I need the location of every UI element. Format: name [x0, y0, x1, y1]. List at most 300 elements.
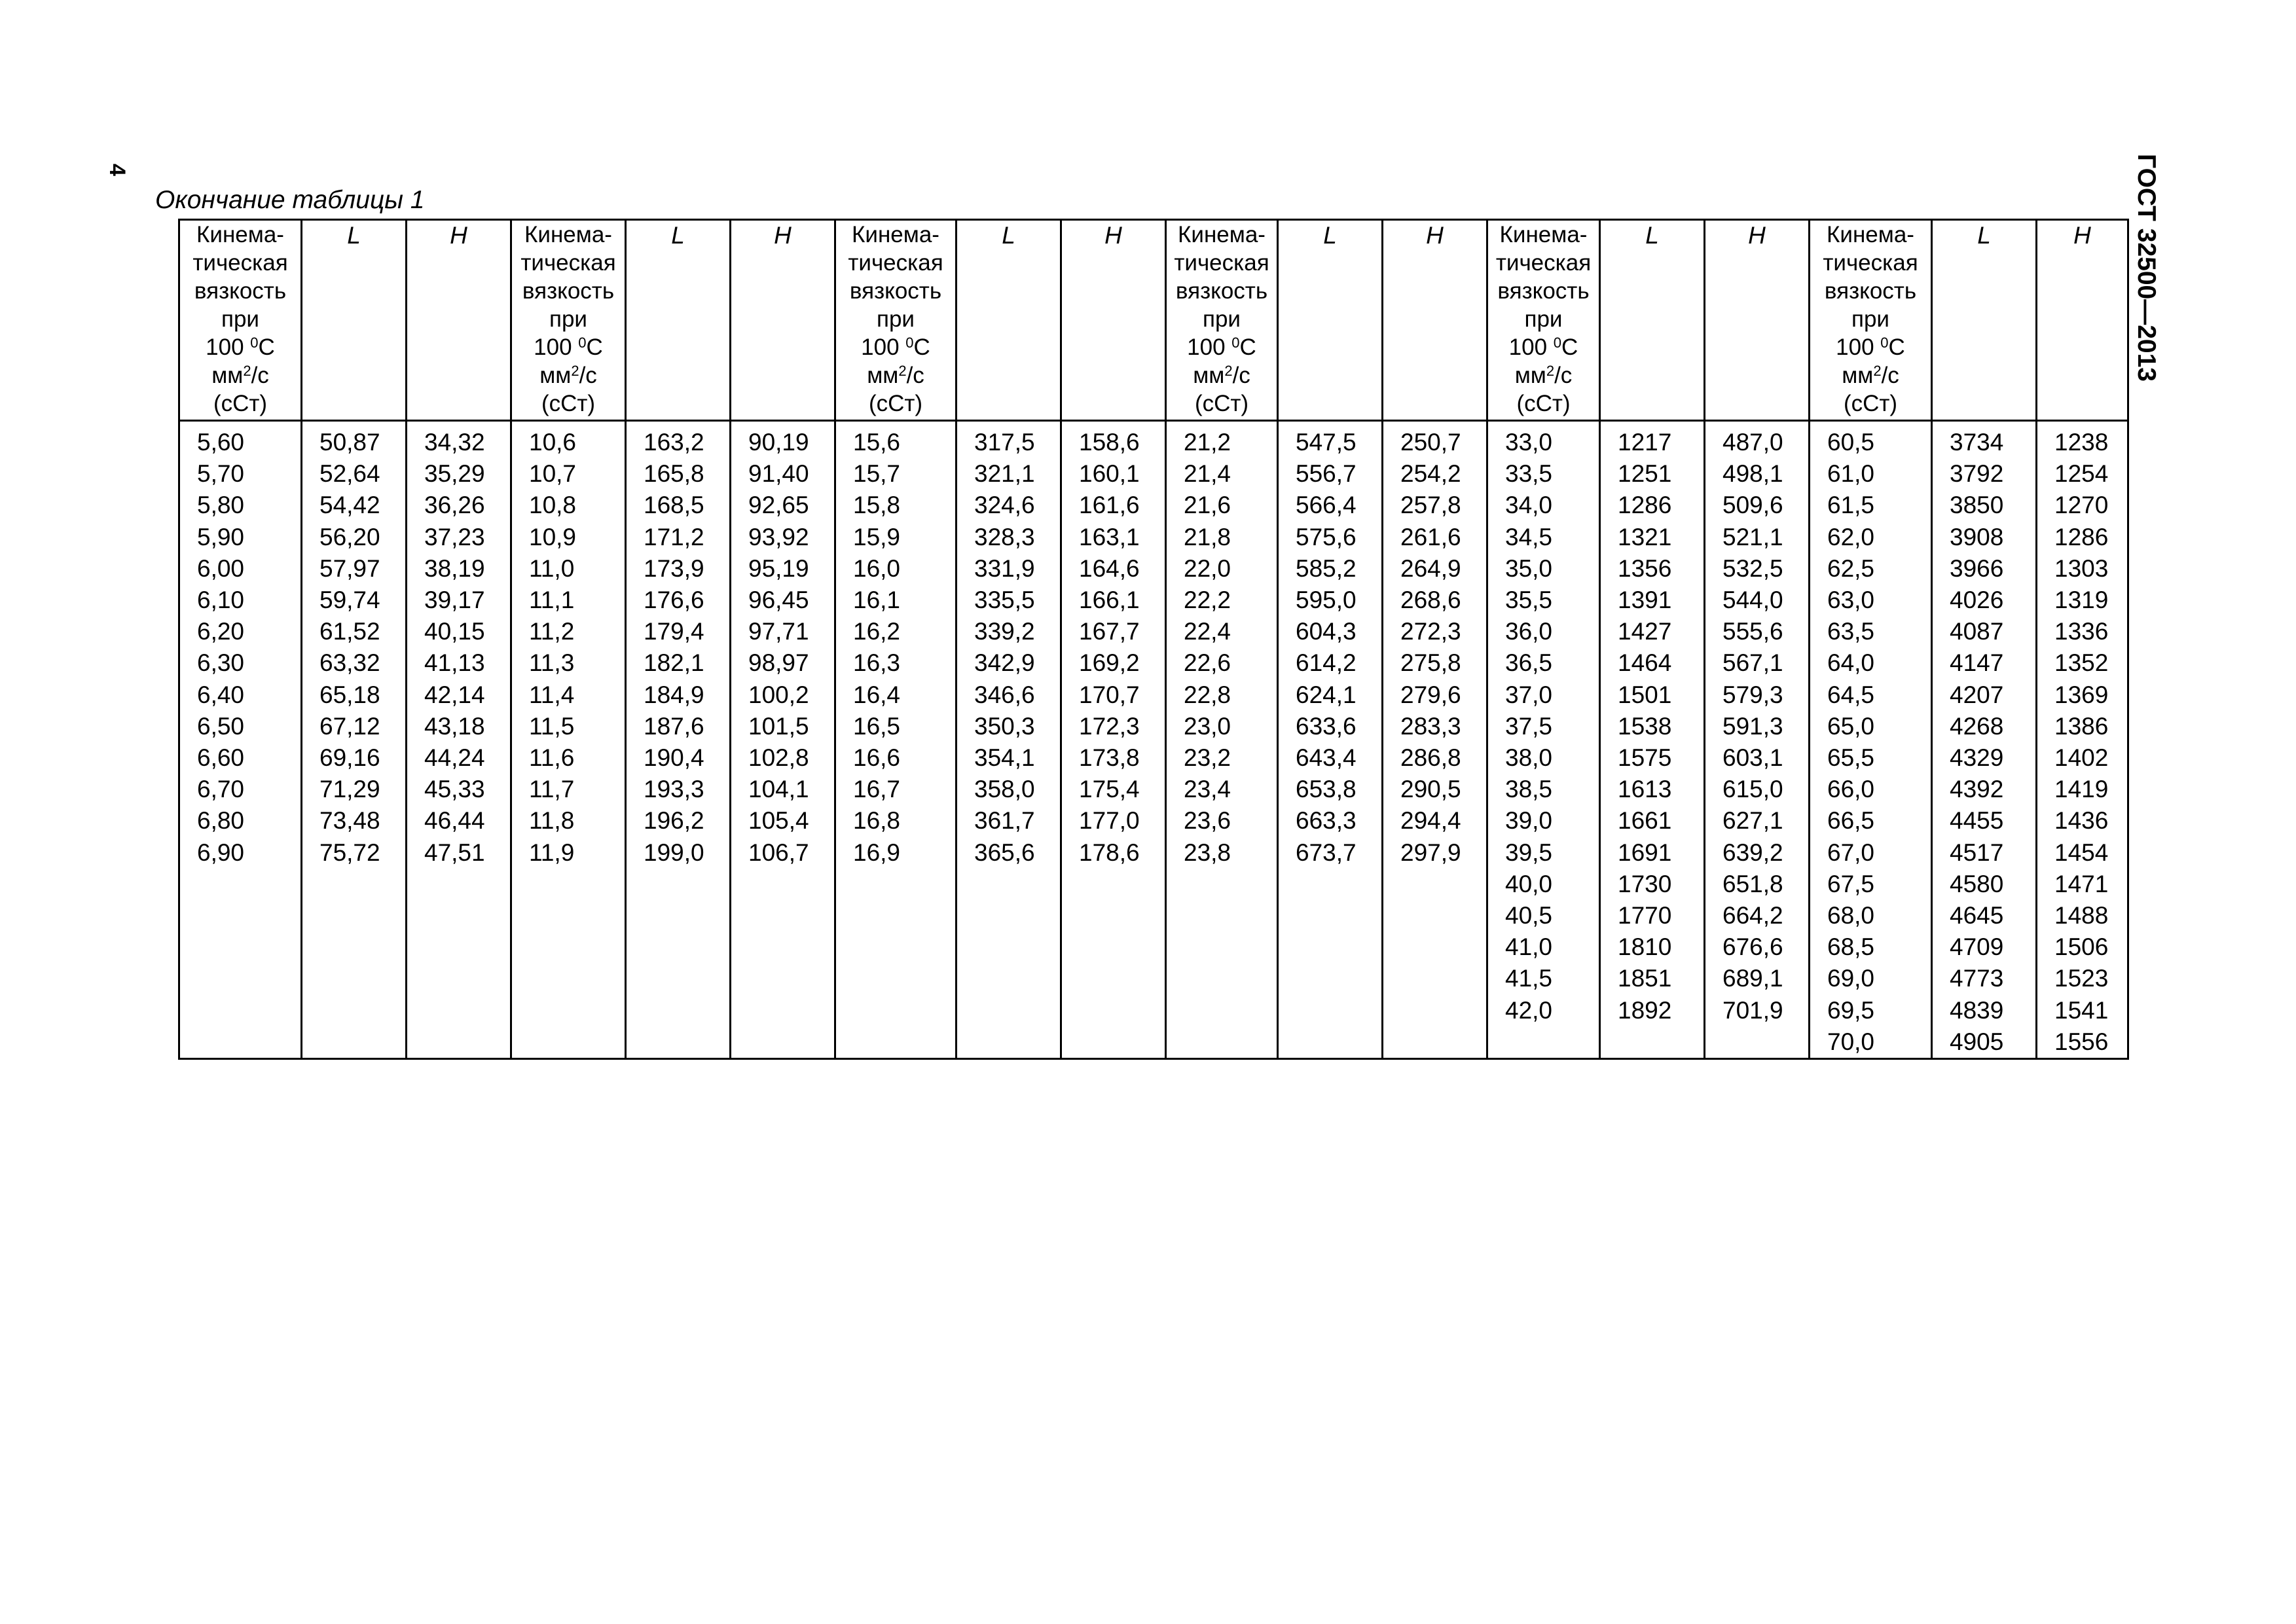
header-text-line: при [221, 306, 259, 332]
header-L: L [302, 220, 407, 421]
table-data-row [179, 421, 2128, 1059]
table-cell: 321,1 [974, 460, 1035, 488]
table-cell: 173,9 [644, 554, 704, 582]
table-cell: 50,87 [319, 429, 380, 456]
table-cell: 56,20 [319, 523, 380, 550]
temperature-value: 100 [1508, 334, 1554, 360]
table-cell: 1501 [1618, 681, 1672, 708]
table-cell: 1352 [2054, 649, 2109, 677]
table-cell: 624,1 [1296, 681, 1357, 708]
header-temperature [180, 333, 301, 361]
header-text-line: вязкость [1497, 278, 1590, 304]
table-cell: 46,44 [424, 807, 485, 835]
table-cell: 615,0 [1722, 776, 1783, 803]
table-cell: 178,6 [1079, 839, 1140, 866]
degree-sign: 0 [1553, 334, 1562, 351]
table-cell: 10,7 [529, 460, 577, 488]
table-cell: 633,6 [1296, 712, 1357, 740]
header-text-line: Кинема- [1499, 222, 1588, 247]
table-cell: 272,3 [1400, 618, 1461, 645]
table-cell: 36,0 [1505, 618, 1553, 645]
table-cell: 101,5 [748, 712, 809, 740]
table-cell: 171,2 [644, 523, 704, 550]
table-cell: 1251 [1618, 460, 1672, 488]
table-cell: 342,9 [974, 649, 1035, 677]
table-cell: 1419 [2054, 776, 2109, 803]
table-cell: 521,1 [1722, 523, 1783, 550]
unit-per-second: /c [251, 363, 269, 388]
table-cell: 41,13 [424, 649, 485, 677]
table-cell: 1254 [2054, 460, 2109, 488]
table-cell: 16,1 [853, 586, 901, 614]
table-caption: Окончание таблицы 1 [155, 186, 425, 214]
table-cell: 16,4 [853, 681, 901, 708]
table-cell: 199,0 [644, 839, 704, 866]
table-cell: 6,50 [197, 712, 245, 740]
table-cell: 63,0 [1827, 586, 1875, 614]
table-cell: 4773 [1950, 965, 2004, 992]
table-cell: 1286 [1618, 492, 1672, 519]
table-cell: 579,3 [1722, 681, 1783, 708]
table-cell: 4207 [1950, 681, 2004, 708]
table-cell: 66,5 [1827, 807, 1875, 835]
table-cell: 487,0 [1722, 429, 1783, 456]
header-text-line: при [1524, 306, 1563, 332]
table-cell: 5,70 [197, 460, 245, 488]
data-column [731, 421, 835, 1059]
table-cell: 182,1 [644, 649, 704, 677]
table-cell: 663,3 [1296, 807, 1357, 835]
table-cell: 5,60 [197, 429, 245, 456]
table-cell: 6,20 [197, 618, 245, 645]
table-cell: 62,0 [1827, 523, 1875, 550]
header-text-line: Кинема- [1827, 222, 1914, 247]
header-text-line: тическая [1495, 250, 1592, 276]
table-cell: 15,8 [853, 492, 901, 519]
table-cell: 184,9 [644, 681, 704, 708]
data-column [511, 421, 626, 1059]
table-cell: 11,0 [529, 554, 575, 582]
unit-power: 2 [1224, 363, 1233, 379]
table-cell: 34,5 [1505, 523, 1553, 550]
unit-power: 2 [898, 363, 907, 379]
table-cell: 566,4 [1296, 492, 1357, 519]
table-cell: 11,2 [529, 618, 575, 645]
table-cell: 1691 [1618, 839, 1672, 866]
table-cell: 11,8 [529, 807, 575, 835]
table-cell: 3792 [1950, 460, 2004, 488]
header-kinematic-viscosity [511, 220, 626, 421]
table-cell: 42,0 [1505, 996, 1553, 1024]
header-unit [512, 361, 625, 389]
table-cell: 1613 [1618, 776, 1672, 803]
table-cell: 37,23 [424, 523, 485, 550]
table-cell: 1541 [2054, 996, 2109, 1024]
table-cell: 1270 [2054, 492, 2109, 519]
unit-per-second: /c [579, 363, 597, 388]
table-cell: 1575 [1618, 744, 1672, 772]
table-cell: 664,2 [1722, 902, 1783, 929]
table-cell: 65,18 [319, 681, 380, 708]
unit-per-second: /c [1881, 363, 1899, 388]
unit-per-second: /c [906, 363, 924, 388]
data-column [407, 421, 511, 1059]
unit-per-second: /c [1554, 363, 1573, 388]
table-cell: 75,72 [319, 839, 380, 866]
table-cell: 653,8 [1296, 776, 1357, 803]
table-cell: 3734 [1950, 429, 2004, 456]
table-cell: 64,0 [1827, 649, 1875, 677]
table-cell: 40,0 [1505, 870, 1553, 897]
table-cell: 328,3 [974, 523, 1035, 550]
table-cell: 294,4 [1400, 807, 1461, 835]
table-cell: 45,33 [424, 776, 485, 803]
table-cell: 627,1 [1722, 807, 1783, 835]
table-cell: 69,5 [1827, 996, 1875, 1024]
table-cell: 358,0 [974, 776, 1035, 803]
table-cell: 16,5 [853, 712, 901, 740]
table-cell: 39,17 [424, 586, 485, 614]
table-cell: 69,16 [319, 744, 380, 772]
unit-power: 2 [1873, 363, 1882, 379]
temperature-value: 100 [206, 334, 251, 360]
degree-sign: 0 [905, 334, 914, 351]
table-cell: 67,0 [1827, 839, 1875, 866]
unit-per-second: /c [1232, 363, 1250, 388]
table-cell: 11,6 [529, 744, 575, 772]
table-cell: 10,9 [529, 523, 577, 550]
header-H: H [1705, 220, 1810, 421]
table-cell: 3908 [1950, 523, 2004, 550]
table-cell: 39,5 [1505, 839, 1553, 866]
table-cell: 41,0 [1505, 933, 1553, 961]
table-cell: 35,5 [1505, 586, 1553, 614]
table-cell: 1488 [2054, 902, 2109, 929]
table-cell: 61,5 [1827, 492, 1875, 519]
table-cell: 63,32 [319, 649, 380, 677]
header-kinematic-viscosity [1810, 220, 1932, 421]
table-cell: 701,9 [1722, 996, 1783, 1024]
table-cell: 21,2 [1184, 429, 1231, 456]
table-cell: 23,6 [1184, 807, 1231, 835]
table-cell: 190,4 [644, 744, 704, 772]
table-cell: 187,6 [644, 712, 704, 740]
table-cell: 6,60 [197, 744, 245, 772]
table-cell: 290,5 [1400, 776, 1461, 803]
table-cell: 11,7 [529, 776, 575, 803]
header-kinematic-viscosity [1166, 220, 1278, 421]
table-cell: 105,4 [748, 807, 809, 835]
table-cell: 544,0 [1722, 586, 1783, 614]
table-cell: 57,97 [319, 554, 380, 582]
header-L: L [957, 220, 1061, 421]
table-cell: 5,80 [197, 492, 245, 519]
table-cell: 37,0 [1505, 681, 1553, 708]
table-cell: 68,5 [1827, 933, 1875, 961]
header-text-line: тическая [520, 250, 616, 276]
table-cell: 264,9 [1400, 554, 1461, 582]
table-cell: 1321 [1618, 523, 1672, 550]
header-unit [836, 361, 955, 389]
table-cell: 16,3 [853, 649, 901, 677]
temperature-value: 100 [1187, 334, 1232, 360]
table-cell: 61,52 [319, 618, 380, 645]
header-text-line: тическая [1174, 250, 1269, 276]
table-cell: 93,92 [748, 523, 809, 550]
table-cell: 4147 [1950, 649, 2004, 677]
table-cell: 38,0 [1505, 744, 1553, 772]
table-cell: 170,7 [1079, 681, 1140, 708]
table-cell: 651,8 [1722, 870, 1783, 897]
header-text-line: вязкость [1175, 278, 1268, 304]
table-cell: 354,1 [974, 744, 1035, 772]
table-cell: 4455 [1950, 807, 2004, 835]
table-cell: 160,1 [1079, 460, 1140, 488]
header-H: H [2037, 220, 2128, 421]
data-column [1278, 421, 1383, 1059]
table-cell: 261,6 [1400, 523, 1461, 550]
unit-mm: мм [1514, 363, 1546, 388]
table-cell: 98,97 [748, 649, 809, 677]
table-cell: 498,1 [1722, 460, 1783, 488]
table-cell: 96,45 [748, 586, 809, 614]
header-temperature [1810, 333, 1931, 361]
table-cell: 23,8 [1184, 839, 1231, 866]
unit-power: 2 [571, 363, 579, 379]
header-text-line: вязкость [522, 278, 615, 304]
header-L: L [1278, 220, 1383, 421]
table-cell: 4087 [1950, 618, 2004, 645]
table-cell: 3966 [1950, 554, 2004, 582]
table-cell: 1356 [1618, 554, 1672, 582]
header-text-line: тическая [192, 250, 288, 276]
table-cell: 97,71 [748, 618, 809, 645]
header-unit [1167, 361, 1277, 389]
table-cell: 4026 [1950, 586, 2004, 614]
table-cell: 604,3 [1296, 618, 1357, 645]
header-text-line: при [1851, 306, 1889, 332]
table-cell: 163,1 [1079, 523, 1140, 550]
header-text-line: вязкость [849, 278, 942, 304]
table-cell: 1319 [2054, 586, 2109, 614]
table-cell: 1391 [1618, 586, 1672, 614]
table-cell: 4392 [1950, 776, 2004, 803]
table-cell: 33,5 [1505, 460, 1553, 488]
table-cell: 365,6 [974, 839, 1035, 866]
table-cell: 23,2 [1184, 744, 1231, 772]
table-cell: 16,9 [853, 839, 901, 866]
table-cell: 4709 [1950, 933, 2004, 961]
table-cell: 509,6 [1722, 492, 1783, 519]
header-temperature [1488, 333, 1599, 361]
table-cell: 4517 [1950, 839, 2004, 866]
table-cell: 36,26 [424, 492, 485, 519]
table-cell: 42,14 [424, 681, 485, 708]
temperature-unit: C [258, 334, 275, 360]
table-cell: 22,4 [1184, 618, 1231, 645]
header-H: H [1383, 220, 1487, 421]
table-cell: 166,1 [1079, 586, 1140, 614]
page-number: 4 [105, 164, 130, 176]
table-cell: 614,2 [1296, 649, 1357, 677]
table-cell: 1303 [2054, 554, 2109, 582]
table-cell: 67,12 [319, 712, 380, 740]
table-cell: 40,15 [424, 618, 485, 645]
header-L: L [1932, 220, 2037, 421]
table-cell: 44,24 [424, 744, 485, 772]
header-unit-cst: (сСт) [213, 391, 268, 416]
table-cell: 91,40 [748, 460, 809, 488]
data-column [1705, 421, 1810, 1059]
unit-mm: мм [211, 363, 244, 388]
data-column [1810, 421, 1932, 1059]
header-text-line: при [549, 306, 587, 332]
table-cell: 1369 [2054, 681, 2109, 708]
table-cell: 1427 [1618, 618, 1672, 645]
table-cell: 22,0 [1184, 554, 1231, 582]
table-cell: 15,9 [853, 523, 901, 550]
data-column [1600, 421, 1705, 1059]
table-cell: 4329 [1950, 744, 2004, 772]
table-cell: 1851 [1618, 965, 1672, 992]
degree-sign: 0 [1880, 334, 1889, 351]
data-column [302, 421, 407, 1059]
table-cell: 167,7 [1079, 618, 1140, 645]
table-cell: 11,3 [529, 649, 575, 677]
header-temperature [1167, 333, 1277, 361]
table-cell: 603,1 [1722, 744, 1783, 772]
table-cell: 361,7 [974, 807, 1035, 835]
header-unit-cst: (сСт) [1516, 391, 1571, 416]
header-kinematic-viscosity [835, 220, 957, 421]
table-cell: 1217 [1618, 429, 1672, 456]
data-column [957, 421, 1061, 1059]
table-cell: 90,19 [748, 429, 809, 456]
table-cell: 567,1 [1722, 649, 1783, 677]
table-cell: 254,2 [1400, 460, 1461, 488]
table-cell: 4905 [1950, 1028, 2004, 1055]
table-cell: 275,8 [1400, 649, 1461, 677]
header-temperature [836, 333, 955, 361]
table-cell: 585,2 [1296, 554, 1357, 582]
table-cell: 673,7 [1296, 839, 1357, 866]
unit-mm: мм [1193, 363, 1225, 388]
header-unit-cst: (сСт) [1843, 391, 1898, 416]
header-unit-cst: (сСт) [868, 391, 923, 416]
table-cell: 346,6 [974, 681, 1035, 708]
temperature-unit: C [913, 334, 930, 360]
header-H: H [731, 220, 835, 421]
table-cell: 1464 [1618, 649, 1672, 677]
table-cell: 39,0 [1505, 807, 1553, 835]
temperature-unit: C [1561, 334, 1578, 360]
table-cell: 62,5 [1827, 554, 1875, 582]
header-H: H [1061, 220, 1166, 421]
table-cell: 179,4 [644, 618, 704, 645]
table-cell: 1454 [2054, 839, 2109, 866]
table-cell: 21,6 [1184, 492, 1231, 519]
header-text-line: Кинема- [196, 222, 284, 247]
table-cell: 6,70 [197, 776, 245, 803]
table-cell: 95,19 [748, 554, 809, 582]
table-cell: 65,5 [1827, 744, 1875, 772]
table-cell: 6,90 [197, 839, 245, 866]
table-cell: 34,32 [424, 429, 485, 456]
table-cell: 556,7 [1296, 460, 1357, 488]
table-cell: 65,0 [1827, 712, 1875, 740]
data-column [179, 421, 302, 1059]
table-cell: 176,6 [644, 586, 704, 614]
unit-power: 2 [243, 363, 251, 379]
table-cell: 1386 [2054, 712, 2109, 740]
table-cell: 173,8 [1079, 744, 1140, 772]
table-cell: 11,4 [529, 681, 575, 708]
table-cell: 279,6 [1400, 681, 1461, 708]
header-text-line: при [877, 306, 915, 332]
table-cell: 297,9 [1400, 839, 1461, 866]
table-cell: 163,2 [644, 429, 704, 456]
table-cell: 1556 [2054, 1028, 2109, 1055]
header-H: H [407, 220, 511, 421]
table-cell: 104,1 [748, 776, 809, 803]
table-cell: 60,5 [1827, 429, 1875, 456]
table-cell: 639,2 [1722, 839, 1783, 866]
data-column [1383, 421, 1487, 1059]
unit-power: 2 [1546, 363, 1555, 379]
data-column [1487, 421, 1600, 1059]
table-cell: 47,51 [424, 839, 485, 866]
table-cell: 16,2 [853, 618, 901, 645]
table-cell: 532,5 [1722, 554, 1783, 582]
table-cell: 11,1 [529, 586, 575, 614]
table-cell: 92,65 [748, 492, 809, 519]
table-cell: 41,5 [1505, 965, 1553, 992]
header-text-line: вязкость [1824, 278, 1917, 304]
temperature-unit: C [586, 334, 603, 360]
table-cell: 4645 [1950, 902, 2004, 929]
table-cell: 5,90 [197, 523, 245, 550]
table-cell: 16,7 [853, 776, 901, 803]
table-cell: 169,2 [1079, 649, 1140, 677]
table-cell: 1661 [1618, 807, 1672, 835]
table-cell: 268,6 [1400, 586, 1461, 614]
table-cell: 172,3 [1079, 712, 1140, 740]
degree-sign: 0 [1231, 334, 1240, 351]
viscosity-table [178, 219, 2129, 1060]
unit-mm: мм [867, 363, 899, 388]
table-cell: 38,5 [1505, 776, 1553, 803]
table-cell: 16,6 [853, 744, 901, 772]
unit-mm: мм [1842, 363, 1874, 388]
table-cell: 547,5 [1296, 429, 1357, 456]
table-cell: 158,6 [1079, 429, 1140, 456]
table-cell: 11,9 [529, 839, 575, 866]
data-column [1166, 421, 1278, 1059]
header-unit [1488, 361, 1599, 389]
data-column [835, 421, 957, 1059]
table-cell: 61,0 [1827, 460, 1875, 488]
table-cell: 15,7 [853, 460, 901, 488]
table-cell: 21,8 [1184, 523, 1231, 550]
table-cell: 1471 [2054, 870, 2109, 897]
data-column [2037, 421, 2128, 1059]
table-cell: 1402 [2054, 744, 2109, 772]
table-cell: 10,6 [529, 429, 577, 456]
table-cell: 69,0 [1827, 965, 1875, 992]
table-cell: 6,10 [197, 586, 245, 614]
table-cell: 335,5 [974, 586, 1035, 614]
table-cell: 689,1 [1722, 965, 1783, 992]
